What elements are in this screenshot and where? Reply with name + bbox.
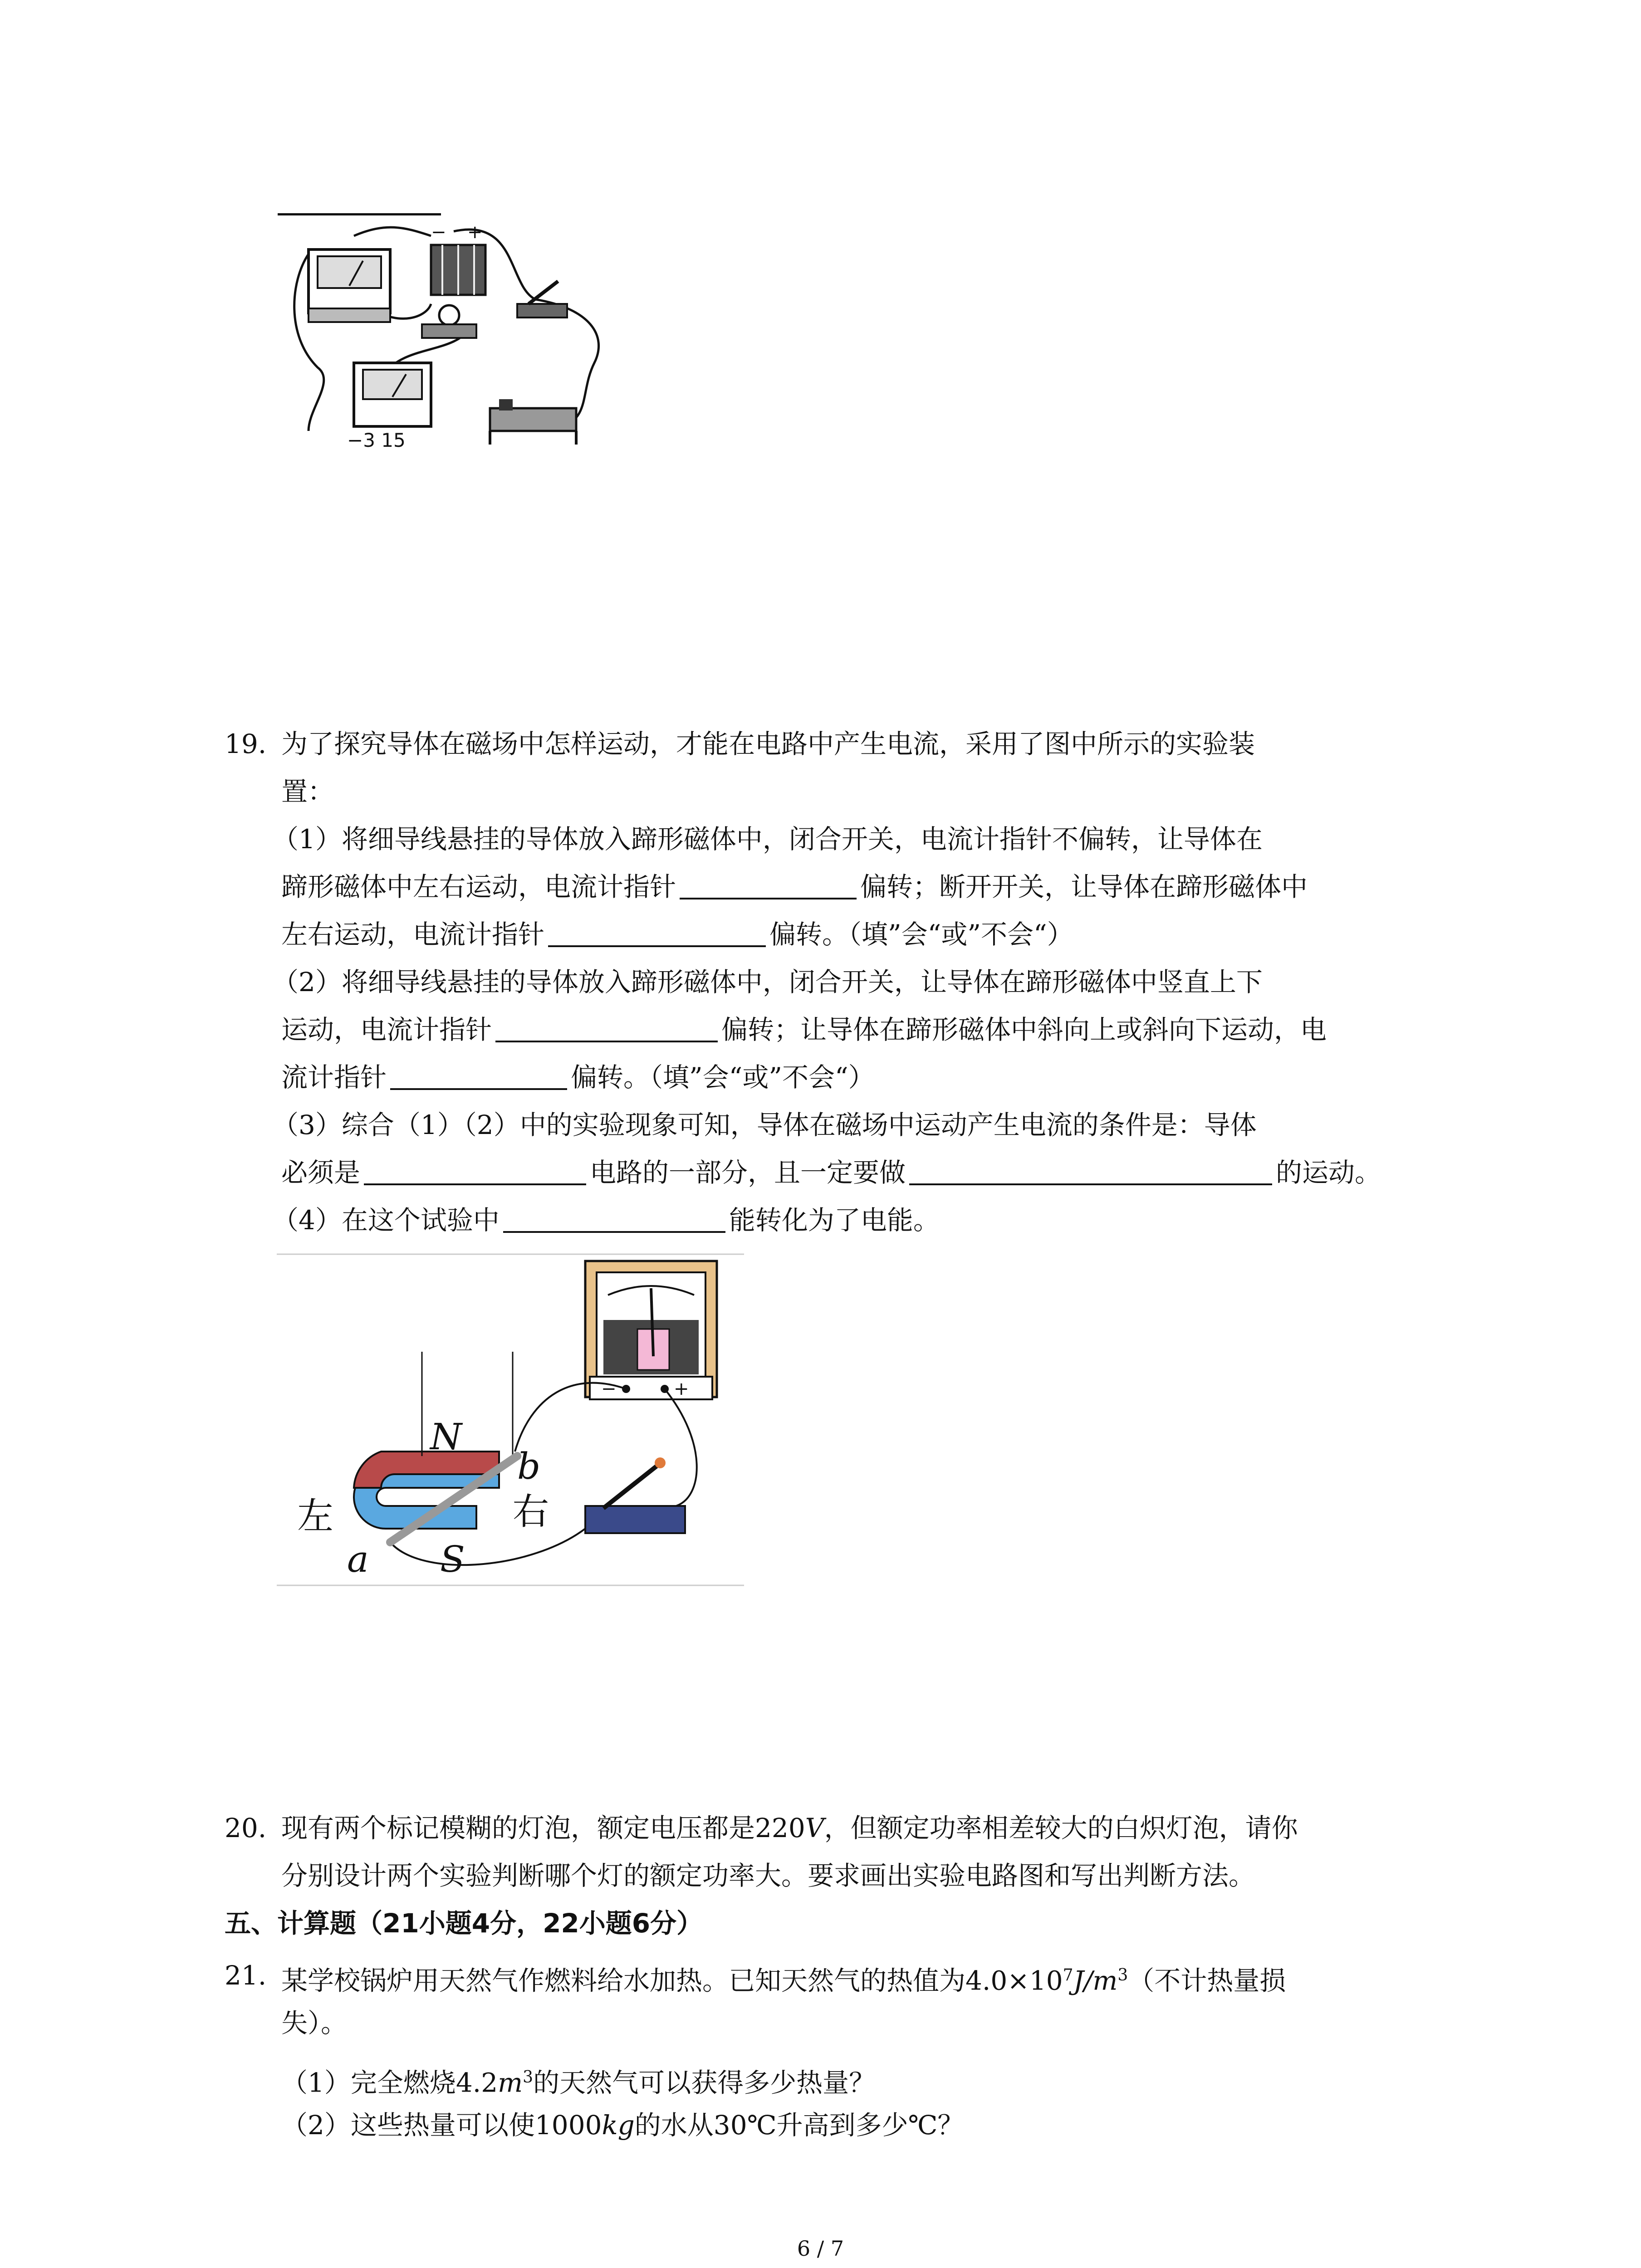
q20-line-1-post: ，但额定功率相差较大的白炽灯泡，请你 bbox=[824, 1813, 1298, 1843]
q21-part2-post: 的水从30℃升高到多少℃？ bbox=[634, 2110, 964, 2141]
ammeter-top bbox=[309, 249, 390, 322]
q21-part1-pre: （1）完全燃烧 bbox=[281, 2067, 456, 2098]
direction-left-label: 左 bbox=[297, 1495, 333, 1537]
q20-voltage-value: 220 bbox=[755, 1813, 805, 1843]
q21-heat-unit-exponent: 3 bbox=[1117, 1966, 1128, 1984]
q19-part2-b-pre: 运动，电流计指针 bbox=[281, 1014, 492, 1045]
answer-blank-2[interactable] bbox=[548, 919, 766, 947]
rod-end-b-label: b bbox=[517, 1445, 541, 1487]
galvanometer-minus-label: − bbox=[601, 1378, 617, 1399]
q21-volume-unit: m bbox=[498, 2067, 523, 2098]
rheostat-icon bbox=[490, 399, 576, 445]
meter-scale-label: −3 15 bbox=[347, 429, 406, 451]
q20-line-1-pre: 现有两个标记模糊的灯泡，额定电压都是 bbox=[281, 1813, 755, 1843]
circuit-figure-top bbox=[281, 218, 617, 454]
rod-end-a-label: a bbox=[347, 1538, 369, 1580]
battery-plus-label: + bbox=[467, 222, 483, 243]
question-number-21: 21. bbox=[225, 1960, 267, 1991]
switch-icon bbox=[517, 281, 567, 318]
answer-blank-7[interactable] bbox=[503, 1205, 725, 1233]
magnet-experiment-figure bbox=[277, 1252, 749, 1588]
q19-part1-c-pre: 左右运动，电流计指针 bbox=[281, 919, 545, 950]
q19-part4-post: 能转化为了电能。 bbox=[729, 1205, 940, 1236]
q19-stem-line-1: 为了探究导体在磁场中怎样运动，才能在电路中产生电流，采用了图中所示的实验装 bbox=[281, 728, 1255, 759]
answer-blank-4[interactable] bbox=[390, 1062, 567, 1090]
q19-part4-line bbox=[272, 1202, 940, 1238]
q21-line-1 bbox=[281, 1957, 1286, 1999]
q20-line-1 bbox=[281, 1810, 1298, 1846]
q19-part1-c-post: 偏转。（填”会“或”不会“） bbox=[769, 919, 1073, 950]
q19-part2-line-a: （2）将细导线悬挂的导体放入蹄形磁体中，闭合开关，让导体在蹄形磁体中竖直上下 bbox=[272, 967, 1263, 997]
q19-part1-line-b bbox=[281, 869, 1308, 905]
q21-part1-post: 的天然气可以获得多少热量？ bbox=[533, 2067, 876, 2098]
top-underline bbox=[278, 213, 441, 215]
q19-part3-line-b bbox=[281, 1154, 1381, 1191]
knife-switch-icon bbox=[585, 1457, 685, 1533]
q19-part1-line-c bbox=[281, 916, 1073, 953]
galvanometer-icon bbox=[585, 1261, 717, 1399]
question-number-20: 20. bbox=[225, 1813, 267, 1843]
q19-part1-b-pre: 蹄形磁体中左右运动，电流计指针 bbox=[281, 871, 676, 902]
q21-volume-value: 4.2 bbox=[456, 2067, 498, 2098]
section-5-heading: 五、计算题（21小题4分，22小题6分） bbox=[225, 1908, 703, 1939]
q21-line-1-pre: 某学校锅炉用天然气作燃料给水加热。已知天然气的热值为 bbox=[281, 1965, 966, 1996]
page-number: 6 / 7 bbox=[797, 2236, 844, 2261]
q21-line-1-post: （不计热量损 bbox=[1128, 1965, 1286, 1996]
answer-blank-6[interactable] bbox=[909, 1157, 1272, 1185]
voltmeter-bottom bbox=[347, 363, 431, 451]
q19-part2-line-c bbox=[281, 1059, 875, 1095]
q19-part3-line-a: （3）综合（1）（2）中的实验现象可知，导体在磁场中运动产生电流的条件是：导体 bbox=[272, 1110, 1257, 1140]
q21-volume-unit-exponent: 3 bbox=[523, 2068, 534, 2087]
q21-part1 bbox=[281, 2059, 875, 2101]
q19-part1-line-a: （1）将细导线悬挂的导体放入蹄形磁体中，闭合开关，电流计指针不偏转，让导体在 bbox=[272, 824, 1263, 855]
direction-right-label: 右 bbox=[513, 1491, 549, 1533]
q19-part3-b-pre: 必须是 bbox=[281, 1157, 361, 1188]
q19-part2-c-post: 偏转。（填”会“或”不会“） bbox=[571, 1062, 875, 1093]
battery-minus-label: − bbox=[431, 222, 446, 243]
q19-part2-c-pre: 流计指针 bbox=[281, 1062, 387, 1093]
q21-part2 bbox=[281, 2107, 964, 2143]
answer-blank-3[interactable] bbox=[495, 1014, 718, 1042]
q21-line-2: 失）。 bbox=[281, 2008, 348, 2038]
battery-icon bbox=[431, 222, 485, 295]
answer-blank-5[interactable] bbox=[364, 1157, 586, 1185]
q19-part4-pre: （4）在这个试验中 bbox=[272, 1205, 500, 1236]
q21-heat-value: 4.0×10 bbox=[965, 1965, 1063, 1996]
magnet-south-label: S bbox=[440, 1538, 465, 1580]
question-number-19: 19. bbox=[225, 728, 267, 759]
q21-mass-value: 1000 bbox=[534, 2110, 602, 2141]
magnet-north-label: N bbox=[430, 1416, 462, 1458]
q19-part2-line-b bbox=[281, 1012, 1327, 1048]
answer-blank-1[interactable] bbox=[680, 871, 857, 899]
q21-mass-unit: kg bbox=[602, 2110, 635, 2141]
q19-stem-line-2: 置： bbox=[281, 776, 334, 807]
q19-part2-b-post: 偏转；让导体在蹄形磁体中斜向上或斜向下运动，电 bbox=[721, 1014, 1327, 1045]
q21-heat-unit: J/m bbox=[1073, 1965, 1118, 1996]
q20-line-2: 分别设计两个实验判断哪个灯的额定功率大。要求画出实验电路图和写出判断方法。 bbox=[281, 1860, 1255, 1891]
q19-part3-b-mid: 电路的一部分，且一定要做 bbox=[590, 1157, 906, 1188]
bulb-icon bbox=[422, 305, 476, 338]
q21-part2-pre: （2）这些热量可以使 bbox=[281, 2110, 535, 2141]
galvanometer-plus-label: + bbox=[674, 1378, 689, 1399]
q21-heat-exponent: 7 bbox=[1063, 1966, 1073, 1984]
q20-voltage-unit: V bbox=[805, 1813, 824, 1843]
q19-part3-b-post: 的运动。 bbox=[1276, 1157, 1381, 1188]
q19-part1-b-post: 偏转；断开开关，让导体在蹄形磁体中 bbox=[860, 871, 1308, 902]
